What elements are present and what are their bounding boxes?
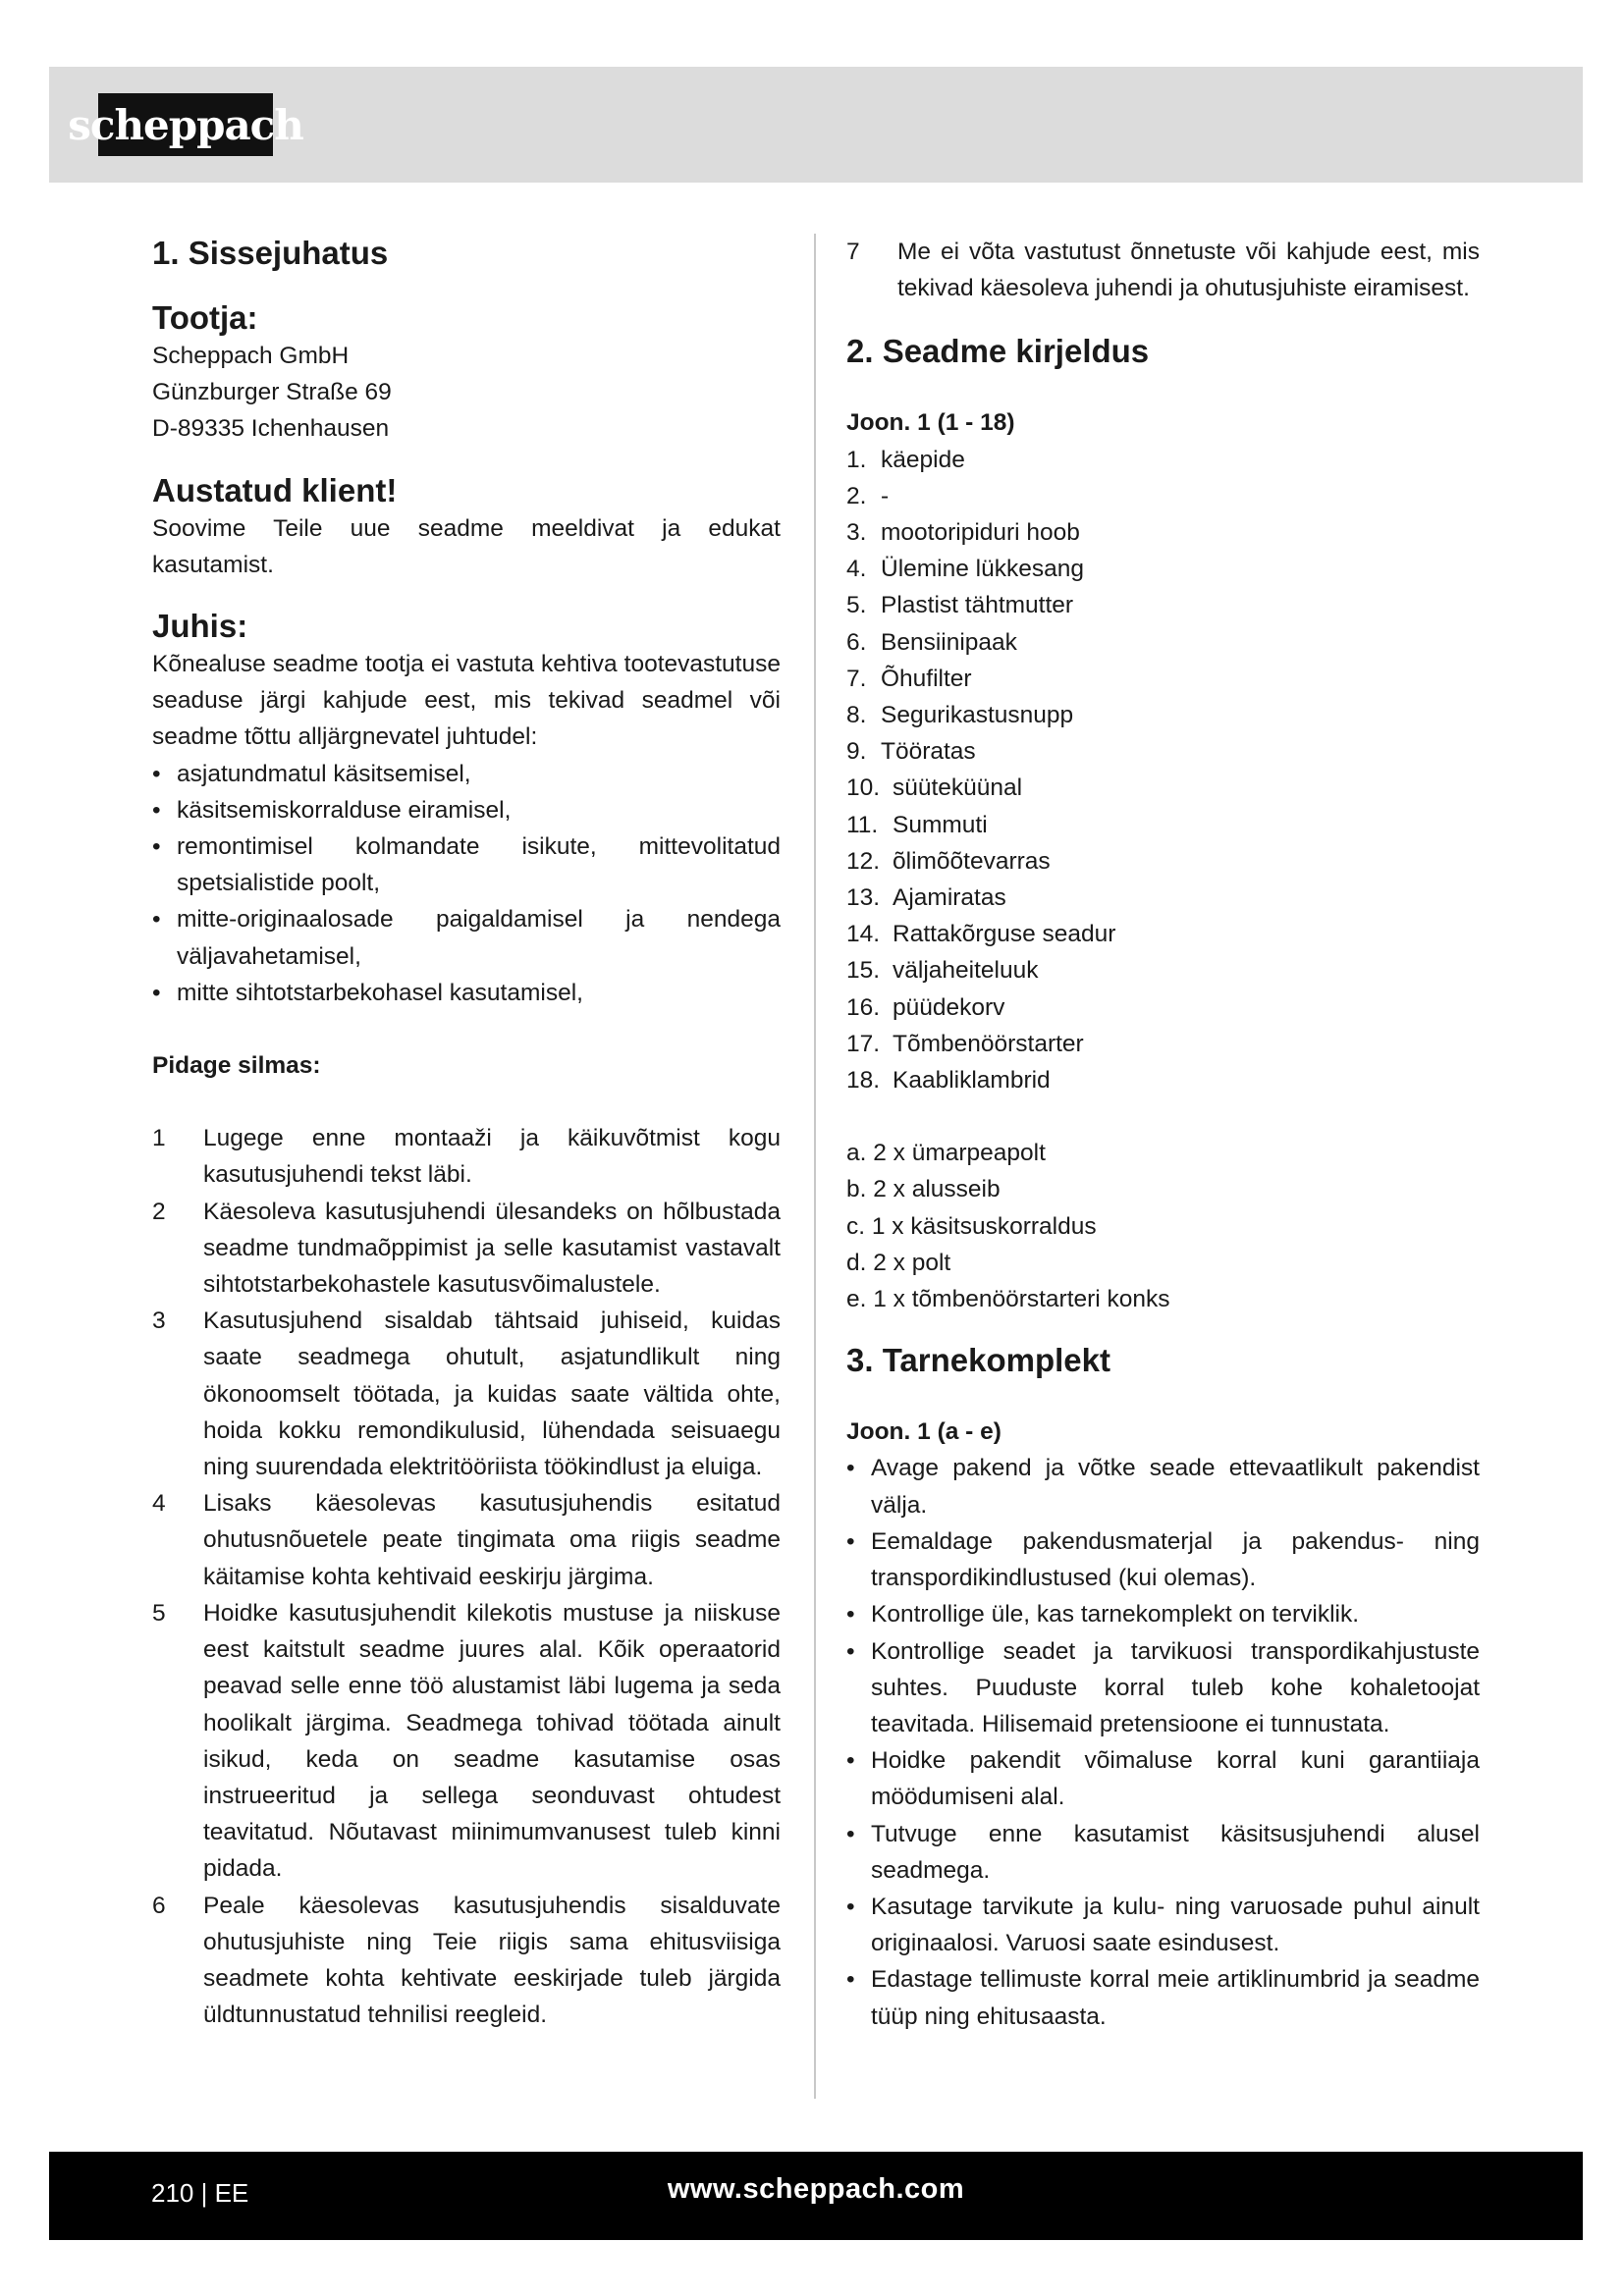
item-number: 15. [846, 957, 881, 985]
item-number: 8. [846, 702, 867, 729]
list-item [846, 587, 1480, 623]
item-text: Käesoleva kasutusjuhendi ülesandeks on hõlbustada seadme tundmaõppimist ja selle kasutamist vastavalt sihtotstarbekohastele kasutusvõimalustele. [203, 1198, 781, 1299]
note-bullet-list [152, 756, 781, 1011]
list-item [846, 770, 1480, 806]
item-text: Tööratas [881, 738, 976, 766]
list-item: b. 2 x alusseib [846, 1176, 1001, 1203]
list-item: a. 2 x ümarpeapolt [846, 1140, 1046, 1167]
item-number: 2 [152, 1198, 166, 1225]
item-text: Plastist tähtmutter [881, 592, 1074, 619]
list-item [846, 697, 1480, 733]
address-line: D-89335 Ichenhausen [152, 415, 390, 443]
item-text: Segurikastusnupp [881, 702, 1074, 729]
column-divider [814, 234, 816, 2099]
page-number: 210 | EE [151, 2178, 249, 2208]
figure-1-label: Joon. 1 (1 - 18) [846, 409, 1015, 437]
item-number: 6. [846, 628, 867, 656]
remember-list [152, 1120, 781, 2033]
list-item [846, 916, 1480, 952]
right-column [846, 234, 1480, 2035]
list-item [846, 843, 1480, 880]
item-number: 5. [846, 592, 867, 619]
list-item: • Kasutage tarvikute ja kulu- ning varuosade puhul ainult originaalosi. Varuosi saate esindusest. [846, 1889, 1480, 1961]
delivery-bullet-list [846, 1450, 1480, 2034]
item-number: 7 [846, 239, 860, 265]
list-item: • Tutvuge enne kasutamist käsitsusjuhendi alusel seadmega. [846, 1816, 1480, 1889]
note-heading: Juhis: [152, 608, 248, 645]
list-item [846, 952, 1480, 988]
item-number: 6 [152, 1892, 166, 1919]
item-text: Summuti [893, 811, 988, 838]
list-item [152, 1595, 781, 1888]
website-link[interactable]: www.scheppach.com [667, 2173, 965, 2205]
list-item: • Kontrollige seadet ja tarvikuosi transpordikahjustuste suhtes. Puuduste korral tuleb kohe kohaletoojat teavitada. Hilisemaid pretensioone ei tunnustata. [846, 1633, 1480, 1743]
section-2-title: 2. Seadme kirjeldus [846, 333, 1150, 370]
list-item [846, 880, 1480, 916]
list-item [846, 442, 1480, 478]
note-text: Kõnealuse seadme tootja ei vastuta kehtiva tootevastutuse seaduse järgi kahjude eest, mis tekivad seadmel või seadme tõttu alljärgnevatel juhtudel: [152, 651, 781, 751]
list-item [846, 1026, 1480, 1062]
item-number: 4. [846, 556, 867, 583]
item-text: Me ei võta vastutust õnnetuste või kahjude eest, mis tekivad käesoleva juhendi ja ohutusjuhiste eiramisest. [897, 239, 1480, 302]
list-item [846, 733, 1480, 770]
item-text: Kaabliklambrid [893, 1067, 1051, 1095]
list-item: d. 2 x polt [846, 1249, 951, 1276]
item-text: Lisaks käesolevas kasutusjuhendis esitatud ohutusnõuetele peate tingimata oma riigis seadme käitamise kohta kehtivaid eeskirju järgima. [203, 1490, 781, 1590]
item-number: 1 [152, 1125, 166, 1152]
item-number: 3 [152, 1308, 166, 1335]
list-item [846, 478, 1480, 514]
list-item [846, 234, 1480, 306]
item-number: 16. [846, 993, 881, 1021]
item-text: püüdekorv [893, 993, 1005, 1021]
address-line: Scheppach GmbH [152, 343, 350, 369]
list-item: e. 1 x tõmbenöörstarteri konks [846, 1286, 1170, 1313]
item-text: Lugege enne montaaži ja käikuvõtmist kogu kasutusjuhendi tekst läbi. [203, 1125, 781, 1189]
list-item [846, 661, 1480, 697]
section-1-title: 1. Sissejuhatus [152, 235, 389, 271]
list-item [846, 624, 1480, 661]
item-text: väljaheiteluuk [893, 957, 1039, 985]
item-text: mootoripiduri hoob [881, 519, 1080, 547]
item-text: süüteküünal [893, 774, 1023, 802]
list-item [152, 1120, 781, 1193]
remember-heading: Pidage silmas: [152, 1052, 321, 1080]
item-number: 11. [846, 811, 879, 838]
item-text: Ülemine lükkesang [881, 556, 1084, 583]
item-number: 14. [846, 921, 881, 948]
list-item [846, 1062, 1480, 1098]
item-number: 17. [846, 1030, 881, 1057]
list-item: • remontimisel kolmandate isikute, mittevolitatud spetsialistide poolt, [152, 828, 781, 901]
item-text: Tõmbenöörstarter [893, 1030, 1084, 1057]
remember-list-continued [846, 234, 1480, 306]
item-number: 3. [846, 519, 867, 547]
manufacturer-address [152, 338, 781, 448]
item-text: Õhufilter [881, 665, 972, 692]
address-line: Günzburger Straße 69 [152, 379, 392, 406]
list-item: • Avage pakend ja võtke seade ettevaatlikult pakendist välja. [846, 1450, 1480, 1522]
item-number: 13. [846, 884, 881, 912]
item-number: 1. [846, 446, 867, 473]
scheppach-logo: scheppach [98, 93, 273, 156]
item-text: õlimõõtevarras [893, 847, 1051, 875]
parts-list [846, 442, 1480, 1099]
list-item [846, 807, 1480, 843]
customer-heading: Austatud klient! [152, 471, 398, 508]
item-number: 18. [846, 1067, 881, 1095]
item-text: Kasutusjuhend sisaldab tähtsaid juhiseid, kuidas saate seadmega ohutult, asjatundlikult ning ökonoomselt töötada, ja kuidas saate vältida ohte, hoida kokku remondikulusid, lühendada seisuaegu ning suurendada elektritööriista töökindlust ja eluiga. [203, 1308, 781, 1481]
item-number: 2. [846, 482, 867, 509]
list-item: • käsitsemiskorralduse eiramisel, [152, 792, 781, 828]
footer-bar [49, 2152, 1583, 2240]
figure-2-label: Joon. 1 (a - e) [846, 1418, 1001, 1446]
list-item [846, 989, 1480, 1026]
item-number: 9. [846, 738, 867, 766]
section-3-title: 3. Tarnekomplekt [846, 1342, 1110, 1379]
accessories-list [846, 1135, 1480, 1317]
list-item [152, 1485, 781, 1595]
item-number: 7. [846, 665, 867, 692]
list-item [846, 551, 1480, 587]
list-item: • Kontrollige üle, kas tarnekomplekt on terviklik. [846, 1596, 1480, 1632]
item-text: Peale käesolevas kasutusjuhendis sisalduvate ohutusjuhiste ning Teie riigis sama ehitusviisiga seadmete kohta kehtivate eeskirjade tuleb järgida üldtunnustatud tehnilisi reegleid. [203, 1892, 781, 2029]
list-item: c. 1 x käsitsuskorraldus [846, 1212, 1097, 1240]
list-item: • asjatundmatul käsitsemisel, [152, 756, 781, 792]
list-item [152, 1888, 781, 2034]
item-number: 10. [846, 774, 881, 802]
header-bar [49, 67, 1583, 183]
list-item: • mitte sihtotstarbekohasel kasutamisel, [152, 975, 781, 1011]
item-text: Rattakõrguse seadur [893, 921, 1116, 948]
manufacturer-heading: Tootja: [152, 299, 258, 336]
list-item: • Eemaldage pakendusmaterjal ja pakendus- ning transpordikindlustused (kui olemas). [846, 1523, 1480, 1596]
item-number: 12. [846, 847, 881, 875]
item-number: 5 [152, 1599, 166, 1627]
item-text: käepide [881, 446, 965, 473]
item-text: Bensiinipaak [881, 628, 1017, 656]
item-number: 4 [152, 1490, 166, 1518]
item-text: Ajamiratas [893, 884, 1006, 912]
customer-text: Soovime Teile uue seadme meeldivat ja edukat kasutamist. [152, 514, 781, 578]
list-item: • Edastage tellimuste korral meie artiklinumbrid ja seadme tüüp ning ehitusaasta. [846, 1961, 1480, 2034]
item-text: Hoidke kasutusjuhendit kilekotis mustuse ja niiskuse eest kaitstult seadme juures alal. Kõik operaatorid peavad selle enne töö alustamist läbi lugema ja seda hoolikalt järgima. Seadmega tohivad töötada ainult isikud, keda on seadme kasutamise osas instrueeritud ja sellega seonduvast ohtudest teavitatud. Nõutavast miinimumvanusest tuleb kinni pidada. [203, 1599, 781, 1883]
list-item [152, 1194, 781, 1304]
list-item: • mitte-originaalosade paigaldamisel ja nendega väljavahetamisel, [152, 901, 781, 974]
list-item: • Hoidke pakendit võimaluse korral kuni garantiiaja möödumiseni alal. [846, 1742, 1480, 1815]
item-text: - [881, 482, 890, 509]
list-item [846, 514, 1480, 551]
left-column [152, 234, 781, 2033]
list-item [152, 1303, 781, 1485]
